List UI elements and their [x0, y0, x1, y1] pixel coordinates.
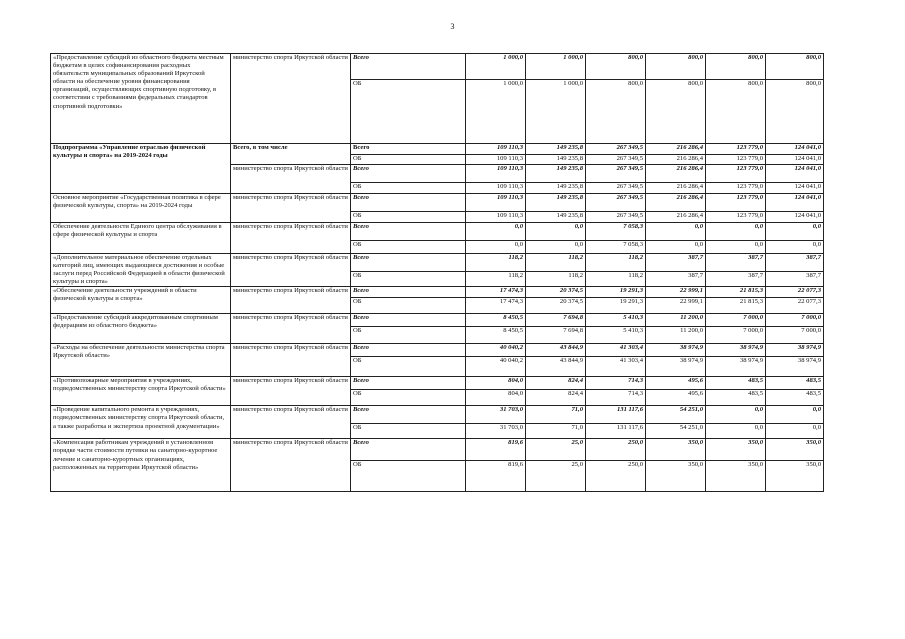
- executor-name: министерство спорта Иркутской области: [231, 439, 351, 492]
- amount-cell: 109 110,3: [466, 155, 526, 165]
- amount-cell: 123 779,0: [706, 194, 766, 212]
- amount-cell: 109 110,3: [466, 194, 526, 212]
- amount-cell: 800,0: [766, 54, 824, 80]
- amount-cell: 124 041,0: [766, 183, 824, 194]
- amount-cell: 387,7: [646, 272, 706, 287]
- amount-cell: 350,0: [706, 439, 766, 461]
- amount-cell: 800,0: [586, 54, 646, 80]
- executor-name: министерство спорта Иркутской области: [231, 406, 351, 439]
- amount-cell: 824,4: [526, 377, 586, 390]
- amount-cell: 22 999,1: [646, 287, 706, 298]
- source-label: ОБ: [351, 424, 466, 439]
- executor-name: Всего, в том числе: [231, 144, 351, 165]
- table-row: [51, 144, 824, 155]
- amount-cell: 124 041,0: [766, 155, 824, 165]
- executor-name: министерство спорта Иркутской области: [231, 165, 351, 194]
- amount-cell: 8 450,5: [466, 314, 526, 327]
- source-label: Всего: [351, 54, 466, 80]
- activity-name: «Компенсация работникам учреждений в установленном порядке части стоимости путевки на санаторно-курортное лечение и санаторно-курортных организациях, расположенных на территории Иркутской области»: [51, 439, 231, 492]
- amount-cell: 0,0: [526, 223, 586, 241]
- amount-cell: 149 235,8: [526, 212, 586, 223]
- amount-cell: 0,0: [766, 406, 824, 424]
- amount-cell: 0,0: [766, 424, 824, 439]
- amount-cell: 216 286,4: [646, 155, 706, 165]
- amount-cell: 41 303,4: [586, 357, 646, 377]
- activity-name: Обеспечение деятельности Единого центра обслуживания в сфере физической культуры и спорта: [51, 223, 231, 254]
- executor-name: министерство спорта Иркутской области: [231, 194, 351, 223]
- amount-cell: 387,7: [706, 254, 766, 272]
- amount-cell: 216 286,4: [646, 183, 706, 194]
- source-label: Всего: [351, 344, 466, 357]
- executor-name: министерство спорта Иркутской области: [231, 377, 351, 406]
- amount-cell: 7 000,0: [766, 314, 824, 327]
- amount-cell: 0,0: [706, 223, 766, 241]
- amount-cell: 0,0: [466, 223, 526, 241]
- table-row: [51, 314, 824, 327]
- amount-cell: 40 040,2: [466, 357, 526, 377]
- amount-cell: 124 041,0: [766, 144, 824, 155]
- amount-cell: 20 374,5: [526, 287, 586, 298]
- amount-cell: 0,0: [466, 241, 526, 254]
- amount-cell: 109 110,3: [466, 165, 526, 183]
- amount-cell: 216 286,4: [646, 165, 706, 183]
- executor-name: министерство спорта Иркутской области: [231, 344, 351, 377]
- amount-cell: 483,5: [766, 377, 824, 390]
- amount-cell: 38 974,9: [706, 344, 766, 357]
- amount-cell: 0,0: [706, 406, 766, 424]
- budget-table: [50, 53, 824, 492]
- amount-cell: 118,2: [586, 272, 646, 287]
- amount-cell: 38 974,9: [766, 344, 824, 357]
- amount-cell: 267 349,5: [586, 212, 646, 223]
- amount-cell: 483,5: [706, 377, 766, 390]
- amount-cell: 483,5: [706, 390, 766, 406]
- amount-cell: 0,0: [646, 241, 706, 254]
- amount-cell: 123 779,0: [706, 183, 766, 194]
- amount-cell: 267 349,5: [586, 144, 646, 155]
- amount-cell: 250,0: [586, 439, 646, 461]
- amount-cell: 7 058,3: [586, 223, 646, 241]
- source-label: ОБ: [351, 390, 466, 406]
- amount-cell: 1 000,0: [526, 80, 586, 144]
- amount-cell: 1 000,0: [466, 54, 526, 80]
- amount-cell: 19 291,3: [586, 298, 646, 314]
- amount-cell: 71,0: [526, 424, 586, 439]
- table-row: [51, 194, 824, 212]
- amount-cell: 0,0: [526, 241, 586, 254]
- amount-cell: 149 235,8: [526, 183, 586, 194]
- amount-cell: 118,2: [586, 254, 646, 272]
- amount-cell: 267 349,5: [586, 183, 646, 194]
- amount-cell: 54 251,0: [646, 406, 706, 424]
- amount-cell: 123 779,0: [706, 144, 766, 155]
- amount-cell: 0,0: [706, 424, 766, 439]
- amount-cell: 109 110,3: [466, 212, 526, 223]
- amount-cell: 7 058,3: [586, 241, 646, 254]
- amount-cell: 11 200,0: [646, 314, 706, 327]
- amount-cell: 7 000,0: [706, 314, 766, 327]
- activity-name: «Проведение капитального ремонта в учреждениях, подведомственных министерству спорта Иркутской области, а также разработка и экспертиза проектной документации»: [51, 406, 231, 439]
- amount-cell: 123 779,0: [706, 155, 766, 165]
- source-label: Всего: [351, 314, 466, 327]
- amount-cell: 824,4: [526, 390, 586, 406]
- amount-cell: 149 235,8: [526, 155, 586, 165]
- amount-cell: 800,0: [646, 80, 706, 144]
- amount-cell: 21 815,3: [706, 298, 766, 314]
- amount-cell: 8 450,5: [466, 327, 526, 344]
- table-row: [51, 344, 824, 357]
- amount-cell: 216 286,4: [646, 144, 706, 155]
- source-label: Всего: [351, 439, 466, 461]
- amount-cell: 38 974,9: [706, 357, 766, 377]
- amount-cell: 819,6: [466, 439, 526, 461]
- amount-cell: 804,0: [466, 377, 526, 390]
- source-label: ОБ: [351, 183, 466, 194]
- amount-cell: 25,0: [526, 439, 586, 461]
- source-label: ОБ: [351, 461, 466, 492]
- amount-cell: 0,0: [706, 241, 766, 254]
- amount-cell: 267 349,5: [586, 194, 646, 212]
- amount-cell: 124 041,0: [766, 212, 824, 223]
- amount-cell: 0,0: [766, 241, 824, 254]
- amount-cell: 714,3: [586, 377, 646, 390]
- amount-cell: 124 041,0: [766, 165, 824, 183]
- amount-cell: 17 474,3: [466, 298, 526, 314]
- activity-name: «Предоставление субсидий аккредитованным спортивным федерациям из областного бюджета»: [51, 314, 231, 344]
- amount-cell: 38 974,9: [646, 344, 706, 357]
- amount-cell: 43 844,9: [526, 357, 586, 377]
- amount-cell: 41 303,4: [586, 344, 646, 357]
- amount-cell: 54 251,0: [646, 424, 706, 439]
- activity-name: «Обеспечение деятельности учреждений в области физической культуры и спорта»: [51, 287, 231, 314]
- amount-cell: 118,2: [526, 254, 586, 272]
- amount-cell: 387,7: [646, 254, 706, 272]
- table-row: [51, 54, 824, 80]
- amount-cell: 118,2: [466, 254, 526, 272]
- amount-cell: 1 000,0: [526, 54, 586, 80]
- amount-cell: 495,6: [646, 390, 706, 406]
- amount-cell: 149 235,8: [526, 194, 586, 212]
- source-label: Всего: [351, 254, 466, 272]
- amount-cell: 387,7: [706, 272, 766, 287]
- source-label: Всего: [351, 223, 466, 241]
- amount-cell: 149 235,8: [526, 144, 586, 155]
- amount-cell: 31 703,0: [466, 424, 526, 439]
- amount-cell: 124 041,0: [766, 194, 824, 212]
- amount-cell: 483,5: [766, 390, 824, 406]
- activity-name: Основное мероприятие «Государственная политика в сфере физической культуры, спорта» на 2019-2024 годы: [51, 194, 231, 223]
- amount-cell: 800,0: [706, 54, 766, 80]
- amount-cell: 123 779,0: [706, 212, 766, 223]
- amount-cell: 118,2: [526, 272, 586, 287]
- amount-cell: 350,0: [706, 461, 766, 492]
- activity-name: «Противопожарные мероприятия в учреждениях, подведомственных министерству спорта Иркутской области»: [51, 377, 231, 406]
- executor-name: министерство спорта Иркутской области: [231, 54, 351, 144]
- amount-cell: 17 474,3: [466, 287, 526, 298]
- amount-cell: 38 974,9: [766, 357, 824, 377]
- amount-cell: 267 349,5: [586, 165, 646, 183]
- source-label: Всего: [351, 194, 466, 212]
- amount-cell: 350,0: [766, 461, 824, 492]
- table-row: [51, 439, 824, 461]
- table-row: [51, 377, 824, 390]
- source-label: ОБ: [351, 80, 466, 144]
- source-label: Всего: [351, 406, 466, 424]
- table-row: [51, 287, 824, 298]
- amount-cell: 109 110,3: [466, 183, 526, 194]
- amount-cell: 5 410,3: [586, 314, 646, 327]
- amount-cell: 109 110,3: [466, 144, 526, 155]
- source-label: ОБ: [351, 155, 466, 165]
- executor-name: министерство спорта Иркутской области: [231, 254, 351, 287]
- amount-cell: 22 999,1: [646, 298, 706, 314]
- amount-cell: 43 844,9: [526, 344, 586, 357]
- amount-cell: 387,7: [766, 254, 824, 272]
- source-label: ОБ: [351, 298, 466, 314]
- amount-cell: 7 000,0: [706, 327, 766, 344]
- activity-name: Подпрограмма «Управление отраслью физической культуры и спорта» на 2019-2024 годы: [51, 144, 231, 194]
- amount-cell: 25,0: [526, 461, 586, 492]
- amount-cell: 267 349,5: [586, 155, 646, 165]
- source-label: Всего: [351, 287, 466, 298]
- amount-cell: 250,0: [586, 461, 646, 492]
- amount-cell: 216 286,4: [646, 212, 706, 223]
- amount-cell: 131 117,6: [586, 424, 646, 439]
- amount-cell: 5 410,3: [586, 327, 646, 344]
- source-label: ОБ: [351, 272, 466, 287]
- source-label: ОБ: [351, 327, 466, 344]
- amount-cell: 1 000,0: [466, 80, 526, 144]
- source-label: Всего: [351, 377, 466, 390]
- executor-name: министерство спорта Иркутской области: [231, 287, 351, 314]
- source-label: Всего: [351, 144, 466, 155]
- amount-cell: 11 200,0: [646, 327, 706, 344]
- source-label: ОБ: [351, 241, 466, 254]
- amount-cell: 387,7: [766, 272, 824, 287]
- executor-name: министерство спорта Иркутской области: [231, 314, 351, 344]
- amount-cell: 22 077,3: [766, 298, 824, 314]
- amount-cell: 7 694,8: [526, 314, 586, 327]
- amount-cell: 38 974,9: [646, 357, 706, 377]
- source-label: ОБ: [351, 212, 466, 223]
- amount-cell: 40 040,2: [466, 344, 526, 357]
- amount-cell: 800,0: [646, 54, 706, 80]
- amount-cell: 71,0: [526, 406, 586, 424]
- page-number: 3: [450, 22, 455, 31]
- activity-name: «Предоставление субсидий из областного бюджета местным бюджетам в целях софинансирования расходных обязательств муниципальных образований Иркутской области на обеспечение уровня финансирования организаций, осуществляющих спортивную подготовку, в соответствии с требованиями федеральных стандартов спортивной подготовки»: [51, 54, 231, 144]
- amount-cell: 714,3: [586, 390, 646, 406]
- amount-cell: 118,2: [466, 272, 526, 287]
- table-row: [51, 223, 824, 241]
- amount-cell: 31 703,0: [466, 406, 526, 424]
- amount-cell: 216 286,4: [646, 194, 706, 212]
- amount-cell: 819,6: [466, 461, 526, 492]
- activity-name: «Расходы на обеспечение деятельности министерства спорта Иркутской области»: [51, 344, 231, 377]
- amount-cell: 19 291,3: [586, 287, 646, 298]
- amount-cell: 800,0: [766, 80, 824, 144]
- amount-cell: 804,0: [466, 390, 526, 406]
- amount-cell: 22 077,3: [766, 287, 824, 298]
- amount-cell: 123 779,0: [706, 165, 766, 183]
- amount-cell: 20 374,5: [526, 298, 586, 314]
- amount-cell: 131 117,6: [586, 406, 646, 424]
- amount-cell: 0,0: [646, 223, 706, 241]
- amount-cell: 7 000,0: [766, 327, 824, 344]
- source-label: Всего: [351, 165, 466, 183]
- amount-cell: 800,0: [586, 80, 646, 144]
- amount-cell: 350,0: [766, 439, 824, 461]
- amount-cell: 7 694,8: [526, 327, 586, 344]
- table-row: [51, 406, 824, 424]
- activity-name: «Дополнительное материальное обеспечение отдельных категорий лиц, имеющих выдающиеся достижения и особые заслуги перед Российской Федерацией в области физической культуры и спорта»: [51, 254, 231, 287]
- amount-cell: 800,0: [706, 80, 766, 144]
- source-label: ОБ: [351, 357, 466, 377]
- amount-cell: 350,0: [646, 439, 706, 461]
- executor-name: министерство спорта Иркутской области: [231, 223, 351, 254]
- amount-cell: 21 815,3: [706, 287, 766, 298]
- table-row: [51, 254, 824, 272]
- amount-cell: 149 235,8: [526, 165, 586, 183]
- amount-cell: 0,0: [766, 223, 824, 241]
- amount-cell: 495,6: [646, 377, 706, 390]
- amount-cell: 350,0: [646, 461, 706, 492]
